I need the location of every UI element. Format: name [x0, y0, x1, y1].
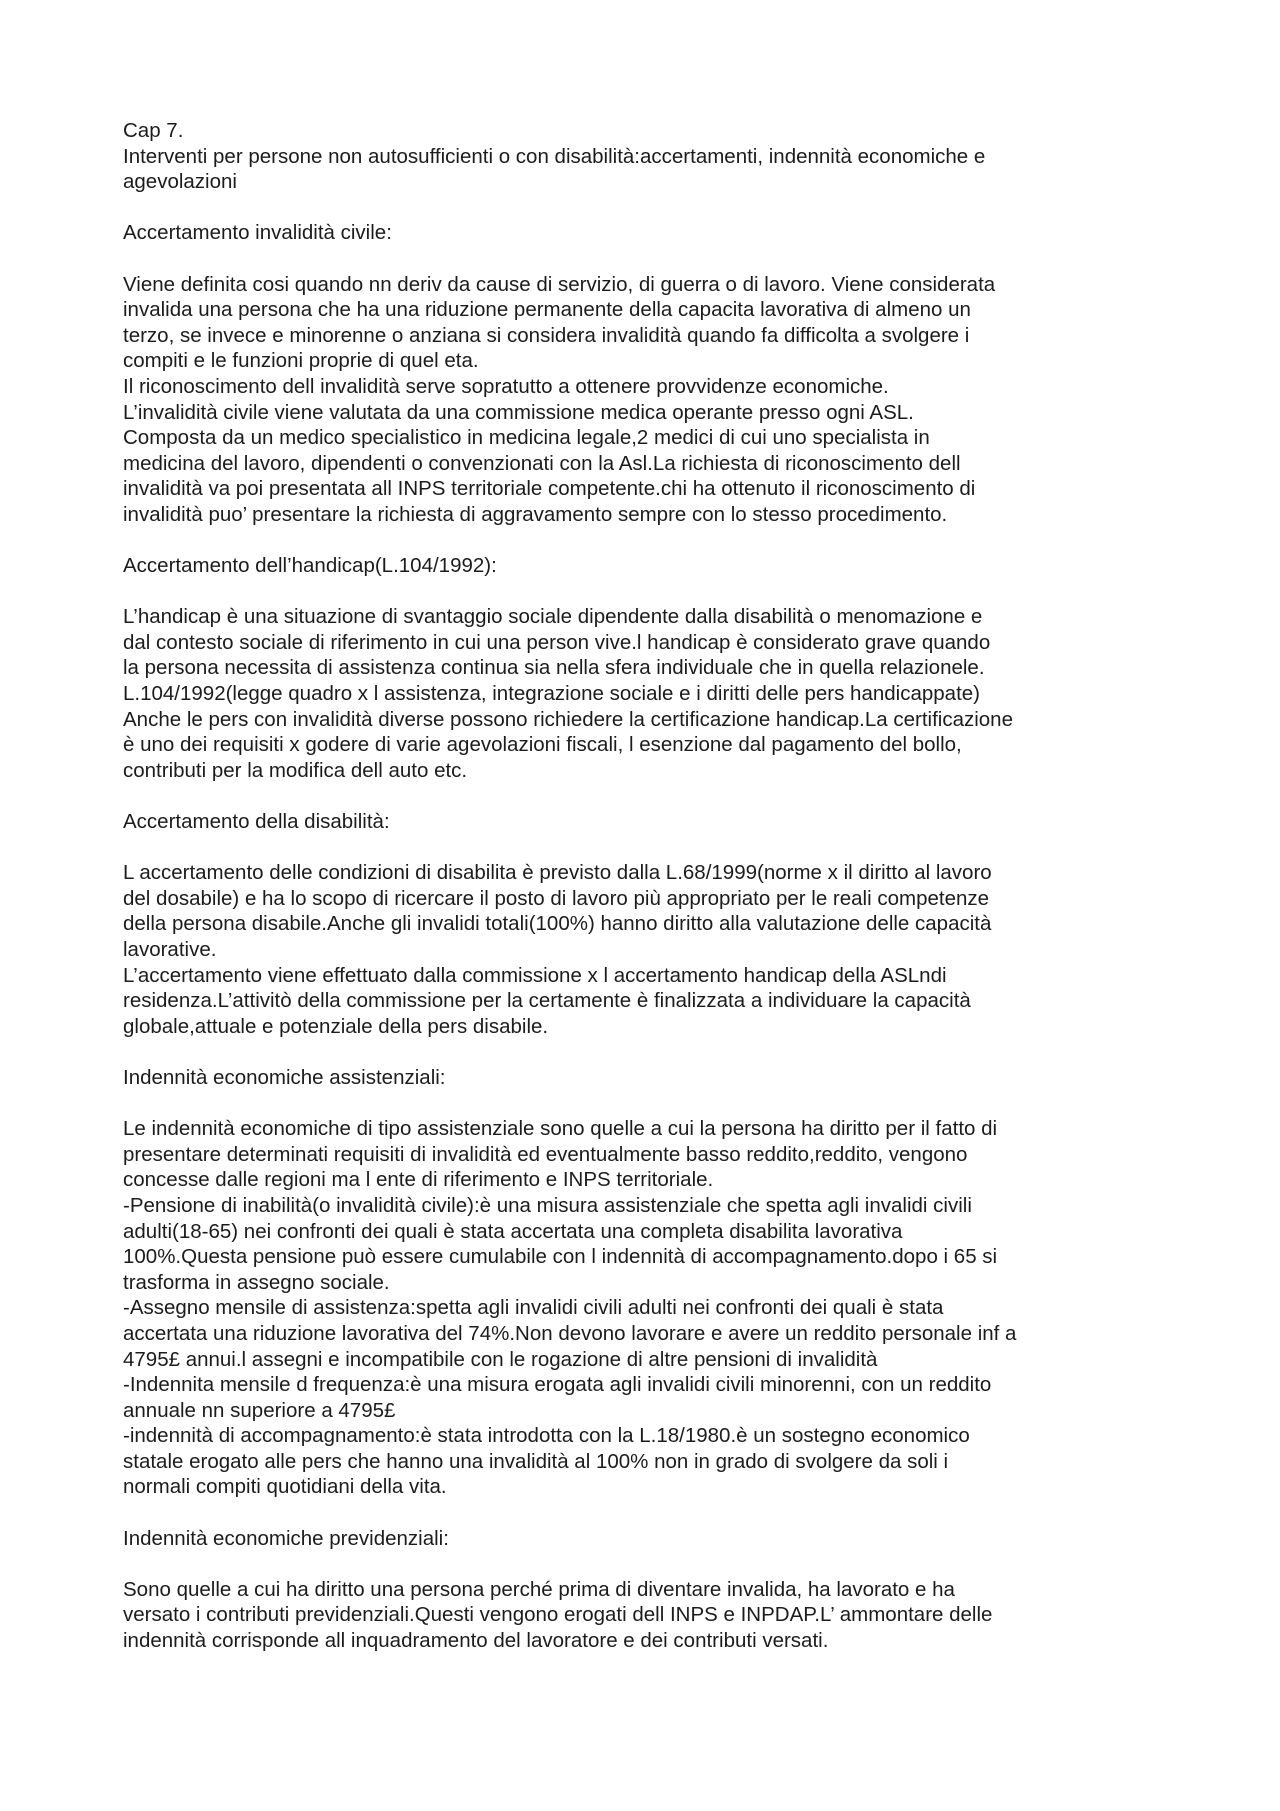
- paragraph-line: -Indennita mensile d frequenza:è una misura erogata agli invalidi civili minorenni, con un reddito: [123, 1373, 992, 1397]
- paragraph-line: terzo, se invece e minorenne o anziana si considera invalidità quando fa difficolta a svolgere i: [123, 323, 970, 347]
- section-heading: Indennità economiche assistenziali:: [123, 1065, 446, 1089]
- paragraph-line: trasforma in assegno sociale.: [123, 1270, 390, 1294]
- paragraph-line: dal contesto sociale di riferimento in cui una person vive.l handicap è considerato grave quando: [123, 630, 991, 654]
- blank-line: [123, 246, 1170, 272]
- blank-line: [123, 1500, 1170, 1526]
- paragraph-line: -Assegno mensile di assistenza:spetta agli invalidi civili adulti nei confronti dei quali è stata: [123, 1296, 944, 1320]
- paragraph-line: contributi per la modifica dell auto etc.: [123, 758, 468, 782]
- paragraph-line: invalidità va poi presentata all INPS territoriale competente.chi ha ottenuto il riconoscimento di: [123, 477, 976, 501]
- section-heading: Accertamento della disabilità:: [123, 810, 390, 834]
- paragraph-line: versato i contributi previdenziali.Questi vengono erogati dell INPS e INPDAP.L’ ammontare delle: [123, 1603, 993, 1627]
- section-heading: Accertamento dell’handicap(L.104/1992):: [123, 554, 497, 578]
- paragraph-line: L’accertamento viene effettuato dalla commissione x l accertamento handicap della ASLndi: [123, 963, 947, 987]
- paragraph-line: -Pensione di inabilità(o invalidità civile):è una misura assistenziale che spetta agli invalidi civili: [123, 1193, 972, 1217]
- chapter-title-line: Interventi per persone non autosufficienti o con disabilità:accertamenti, indennità economiche e: [123, 144, 986, 168]
- paragraph-line: della persona disabile.Anche gli invalidi totali(100%) hanno diritto alla valutazione delle capacità: [123, 912, 992, 936]
- chapter-title-line: agevolazioni: [123, 170, 237, 194]
- paragraph-line: invalidità puo’ presentare la richiesta di aggravamento sempre con lo stesso procedimento.: [123, 502, 948, 526]
- chapter-label: Cap 7.: [123, 119, 184, 142]
- paragraph-line: L.104/1992(legge quadro x l assistenza, integrazione sociale e i diritti delle pers handicappate): [123, 682, 980, 706]
- paragraph-line: statale erogato alle pers che hanno una invalidità al 100% non in grado di svolgere da soli i: [123, 1449, 949, 1473]
- paragraph-line: Composta da un medico specialistico in medicina legale,2 medici di cui uno specialista in: [123, 426, 930, 450]
- blank-line: [123, 528, 1170, 554]
- paragraph-line: Il riconoscimento dell invalidità serve sopratutto a ottenere provvidenze economiche.: [123, 374, 889, 398]
- paragraph-line: 100%.Questa pensione può essere cumulabile con l indennità di accompagnamento.dopo i 65 si: [123, 1245, 998, 1269]
- paragraph-line: residenza.L’attivitò della commissione per la certamente è finalizzata a individuare la capacità: [123, 989, 971, 1013]
- paragraph-line: adulti(18-65) nei confronti dei quali è stata accertata una completa disabilita lavorativa: [123, 1219, 903, 1243]
- paragraph-line: invalida una persona che ha una riduzione permanente della capacita lavorativa di almeno un: [123, 298, 971, 322]
- section-heading: Accertamento invalidità civile:: [123, 221, 392, 245]
- paragraph-line: 4795£ annui.l assegni e incompatibile con le rogazione di altre pensioni di invalidità: [123, 1347, 878, 1371]
- paragraph-line: indennità corrisponde all inquadramento del lavoratore e dei contributi versati.: [123, 1629, 829, 1653]
- paragraph-line: Viene definita cosi quando nn deriv da cause di servizio, di guerra o di lavoro. Viene considerata: [123, 272, 996, 296]
- paragraph-line: è uno dei requisiti x godere di varie agevolazioni fiscali, l esenzione dal pagamento del bollo,: [123, 733, 962, 757]
- paragraph-line: L’invalidità civile viene valutata da una commissione medica operante presso ogni ASL.: [123, 400, 914, 424]
- paragraph-line: lavorative.: [123, 938, 217, 961]
- paragraph-line: presentare determinati requisiti di invalidità ed eventualmente basso reddito,reddito, vengono: [123, 1142, 968, 1166]
- paragraph-line: compiti e le funzioni proprie di quel eta.: [123, 349, 479, 373]
- paragraph-line: accertata una riduzione lavorativa del 74%.Non devono lavorare e avere un reddito personale inf a: [123, 1321, 1017, 1345]
- paragraph-line: Anche le pers con invalidità diverse possono richiedere la certificazione handicap.La certificazione: [123, 707, 1013, 731]
- section-heading: Indennità economiche previdenziali:: [123, 1526, 449, 1550]
- paragraph-line: annuale nn superiore a 4795£: [123, 1398, 396, 1422]
- paragraph-line: del dosabile) e ha lo scopo di ricercare il posto di lavoro più appropriato per le reali competenze: [123, 886, 990, 910]
- paragraph-line: L accertamento delle condizioni di disabilita è previsto dalla L.68/1999(norme x il diritto al lavoro: [123, 861, 992, 885]
- paragraph-line: globale,attuale e potenziale della pers disabile.: [123, 1014, 549, 1038]
- paragraph-line: -indennità di accompagnamento:è stata introdotta con la L.18/1980.è un sostegno economico: [123, 1424, 970, 1448]
- blank-line: [123, 835, 1170, 861]
- paragraph-line: medicina del lavoro, dipendenti o convenzionati con la Asl.La richiesta di riconoscimento dell: [123, 451, 961, 475]
- paragraph-line: Le indennità economiche di tipo assistenziale sono quelle a cui la persona ha diritto per il fatto di: [123, 1117, 998, 1141]
- paragraph-line: L’handicap è una situazione di svantaggio sociale dipendente dalla disabilità o menomazione e: [123, 605, 983, 629]
- paragraph-line: normali compiti quotidiani della vita.: [123, 1475, 447, 1499]
- blank-line: [123, 579, 1170, 605]
- blank-line: [123, 195, 1170, 221]
- paragraph-line: Sono quelle a cui ha diritto una persona perché prima di diventare invalida, ha lavorato e ha: [123, 1577, 955, 1601]
- blank-line: [123, 783, 1170, 809]
- paragraph-line: concesse dalle regioni ma l ente di riferimento e INPS territoriale.: [123, 1168, 714, 1192]
- blank-line: [123, 1039, 1170, 1065]
- blank-line: [123, 1091, 1170, 1117]
- paragraph-line: la persona necessita di assistenza continua sia nella sfera individuale che in quella relazionele.: [123, 656, 985, 680]
- blank-line: [123, 1551, 1170, 1577]
